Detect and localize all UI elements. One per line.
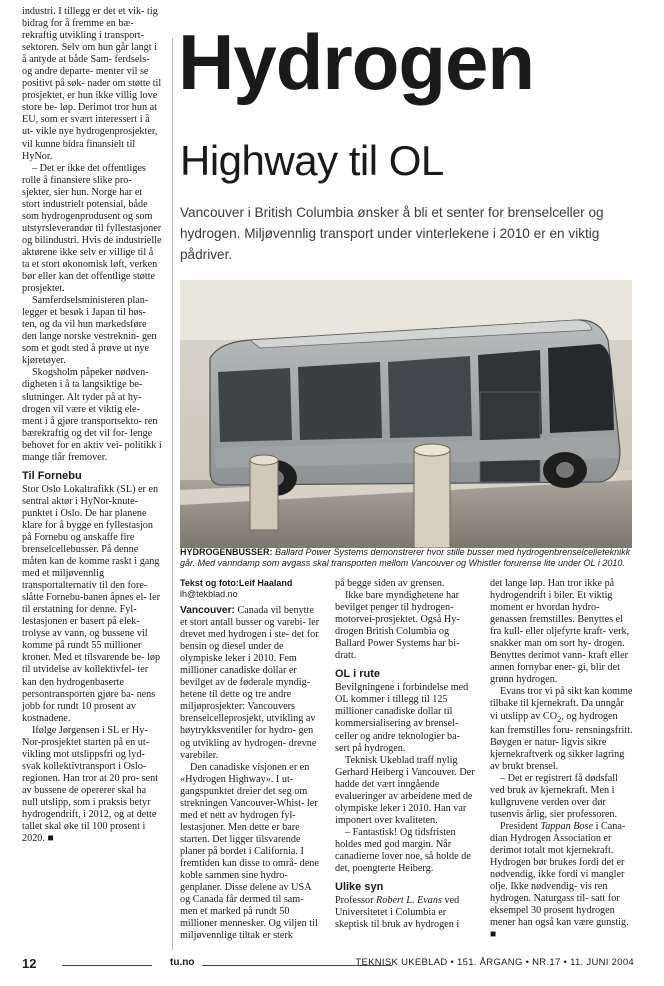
left-paragraph-3: Samferdselsministeren plan- legger et besøk i Japan til høs- ten, og da vil hun markedsføre den lange norske vestreknin- gen som et godt sted å prøve ut nye kjøretøyer. (22, 295, 157, 367)
col2-p6-pre: Professor (335, 895, 377, 907)
col2-paragraph-4: Teknisk Ukeblad traff nylig Gerhard Heiberg i Vancouver. Der hadde det vært inngående evalueringer av arbeidene med de olympiske leker i 2010. Han var imponert over kvaliteten. (335, 754, 475, 826)
author-email: lh@tekblad.no (180, 589, 238, 599)
col2-p6-post: ved Universitetet i Columbia er skeptisk til bruk av hydrogen i (335, 895, 460, 931)
col3-p4-post: i Cana- dian Hydrogen Association er derimot totalt mot kjernekraft. Hydrogen bør brukes fordi det er nødvendig, ikke fordi vi mangler olje. Ikke nødvendig- vis ren hydrogen. Naturgass til- satt for eksempel 30 prosent hydrogen mener han også kan være gunstig. ■ (490, 820, 629, 941)
bus-photo (180, 280, 632, 548)
col2-paragraph-5: – Fantastisk! Og tidsfristen holdes med god margin. Når canadierne lover noe, så holde de det, poengterte Heiberg. (335, 826, 471, 875)
col2-paragraph-2: Ikke bare myndighetene har bevilget penger til hydrogen- motorvei-prosjektet. Også Hy- drogen British Columbia og Ballard Power Systems har bi- dratt. (335, 590, 460, 662)
left-paragraph-2: – Det er ikke det offentliges rolle å finansiere slike pro- sjekter, sier hun. Norge har et stort industrielt potensial, både som hydrogenprodusent og som utstyrsleverandør til fyllestasjoner og bilindustri. Hvis de industrielle aktørene ikke selv er villige til å ta et stort økonomisk løft, verken bør eller kan det offentlige støtte prosjektet. (22, 162, 162, 295)
photo-caption (180, 547, 632, 569)
col3-p2-post: , og hydrogen kan fremstilles foru- rensningsfritt. Bøygen er natur- ligvis sikre kjernekraftverk og sikker lagring av brukt brensel. (490, 710, 633, 772)
person-name-evans: Robert L. Evans (376, 895, 442, 907)
caption-text: Ballard Power Systems demonstrerer hvor stille busser med hydrogenbrenselcelleteknikk går. Med vanndamp som avgass skal transporten mellom Vancouver og Whistler forurense lite under OL i 2010. (180, 547, 631, 568)
subheading-til-fornebu: Til Fornebu (22, 469, 82, 482)
left-paragraph-6: Ifølge Jørgensen i SL er Hy- Nor-prosjektet starten på en ut- vikling mot utslippsfri og lyd- svak kollektivtransport i Oslo- regionen. Han tror at 20 pro- sent av bussene de opererer skal ha null utslipp, som i praksis betyr hydrogendrift, i 2012, og at dette tallet skal øke til 100 prosent i 2020. ■ (22, 724, 159, 845)
article-column-3 (490, 578, 633, 941)
col2-paragraph-1: på begge siden av grensen. (335, 578, 445, 589)
left-paragraph-1: industri. I tillegg er det et vik- tig bidrag for å fremme en bæ- rekraftig utvikling i transport- sektoren. Selv om hun går langt i å antyde at både Sam- ferdsels- og andre departe- menter vil se positivt på søk- nader om støtte til prosjektet, er hun ikke villig love store be- løp. Derimot tror hun at EU, som er svært interessert i å ut- vikle nye hydrogenprosjekter, vil kunne bidra finansielt til HyNor. (22, 6, 162, 162)
left-column (22, 6, 162, 845)
footer-rule-left (62, 965, 152, 966)
col2-paragraph-3: Bevilgningene i forbindelse med OL kommer i tillegg til 125 millioner canadiske dollar til kommersialisering av brensel- celler og andre teknologier ba- sert på hydrogen. (335, 682, 469, 754)
col3-p4-pre: President (500, 820, 541, 832)
dateline-keyword: Vancouver: (180, 605, 235, 616)
subheading-ulike-syn: Ulike syn (335, 881, 384, 894)
site-url[interactable]: tu.no (170, 957, 195, 968)
publication-info: TEKNISK UKEBLAD • 151. ÅRGANG • NR.17 • 11. JUNI 2004 (355, 957, 634, 968)
col1-paragraph-2: Den canadiske visjonen er en «Hydrogen Highway». I ut- gangspunktet dreier det seg om strekningen Vancouver-Whist- ler med et nett av hydrogen fyl- lestasjoner. Men dette er bare starten. Det ligger tilsvarende planer på bordet i California. I fremtiden kan disse to områ- dene koble sammen sine hydro- genplaner. Disse delene av USA og Canada får dermed til sam- men et marked på rundt 50 millioner mennesker. Og viljen til miljøvennlige tiltak er sterk (180, 761, 319, 942)
page-footer (22, 956, 634, 972)
article-lead: Vancouver i British Columbia ønsker å bli et senter for brenselceller og hydrogen. Miljøvennlig transport under vinterlekene i 2010 er en viktig pådriver. (180, 205, 604, 262)
person-name-bose: Tappan Bose (540, 820, 594, 832)
co2-subscript: 2 (557, 713, 562, 724)
column-divider (172, 38, 173, 950)
subheading-ol-i-rute: OL i rute (335, 668, 381, 681)
col1-paragraph-1-text: Canada vil benytte et stort antall busser og varebi- ler drevet med hydrogen i ste- det for bensin og diesel under de olympiske leker i 2010. Fem millioner canadiske dollar er bevilget av de føderale myndig- hetene til dette og tre andre miljøprosjekter: Vancouvers brenselcelleprosjekt, utvikling av høytrykksventiler for hydro- gen og utvikling av hydrogen- drevne varebiler. (180, 605, 320, 761)
col3-paragraph-4 (490, 821, 633, 941)
article-subtitle: Highway til OL (180, 137, 444, 184)
col3-paragraph-3: – Det er registrert få dødsfall ved bruk av kjernekraft. Men i kullgruvene verden over dør tusenvis årlig, sier professoren. (490, 772, 618, 820)
col1-paragraph-1 (180, 605, 320, 762)
article-column-2 (335, 578, 475, 931)
hydrogen-bus-image (180, 280, 632, 548)
col3-p2-pre: Evans tror vi på sikt kan komme tilbake til kjernekraft. Da unngår vi utslipp av CO (490, 686, 633, 722)
byline: Tekst og foto:Leif Haaland (180, 578, 293, 588)
page-number: 12 (22, 956, 37, 971)
left-paragraph-5: Stor Oslo Lokaltrafikk (SL) er en sentral aktør i HyNor-knute- punktet i Oslo. De har planene klare for å bygge en fyllestasjon på Fornebu og anskaffe fire brenselcellebusser. På denne måten kan de komme raskt i gang med et miljøvennlig transportalternativ til den fore- slåtte Fornebu-banen åpnes el- ler til erstatning for denne. Fyl- lestasjonen er basert på elek- trolyse av vann, og bussene vil komme på rundt 55 millioner kroner. Med et tilsvarende be- løp til utvidelse av kollektivfel- ter kan den hydrogenbaserte persontransporten gjøre ba- nens jobb for rundt 10 prosent av kostnadene. (22, 483, 161, 724)
left-paragraph-4: Skogsholm påpeker nødven- digheten i å ta langsiktige be- slutninger. Alt tyder på at hy- drogen vil være et viktig ele- ment i å gjøre transportsekto- ren bærekraftig og det vil for- lenge behovet for en aktiv vei- politikk i mange tiår fremover. (22, 367, 162, 463)
caption-label: HYDROGENBUSSER: (180, 547, 273, 557)
article-title: Hydrogen (178, 18, 535, 106)
article-column-1 (180, 578, 320, 942)
col3-paragraph-2 (490, 686, 633, 772)
col3-paragraph-1: det lange løp. Han tror ikke på hydrogendrift i biler. Et viktig moment er hvordan hydro- genassen fremstilles. Benyttes el fra kull- eller oljefyrte kraft- verk, snakker man om sort hy- drogen. Benyttes derimot vann- kraft eller annen fornybar ener- gi, blir det grønn hydrogen. (490, 578, 630, 686)
col2-paragraph-6 (335, 895, 475, 931)
